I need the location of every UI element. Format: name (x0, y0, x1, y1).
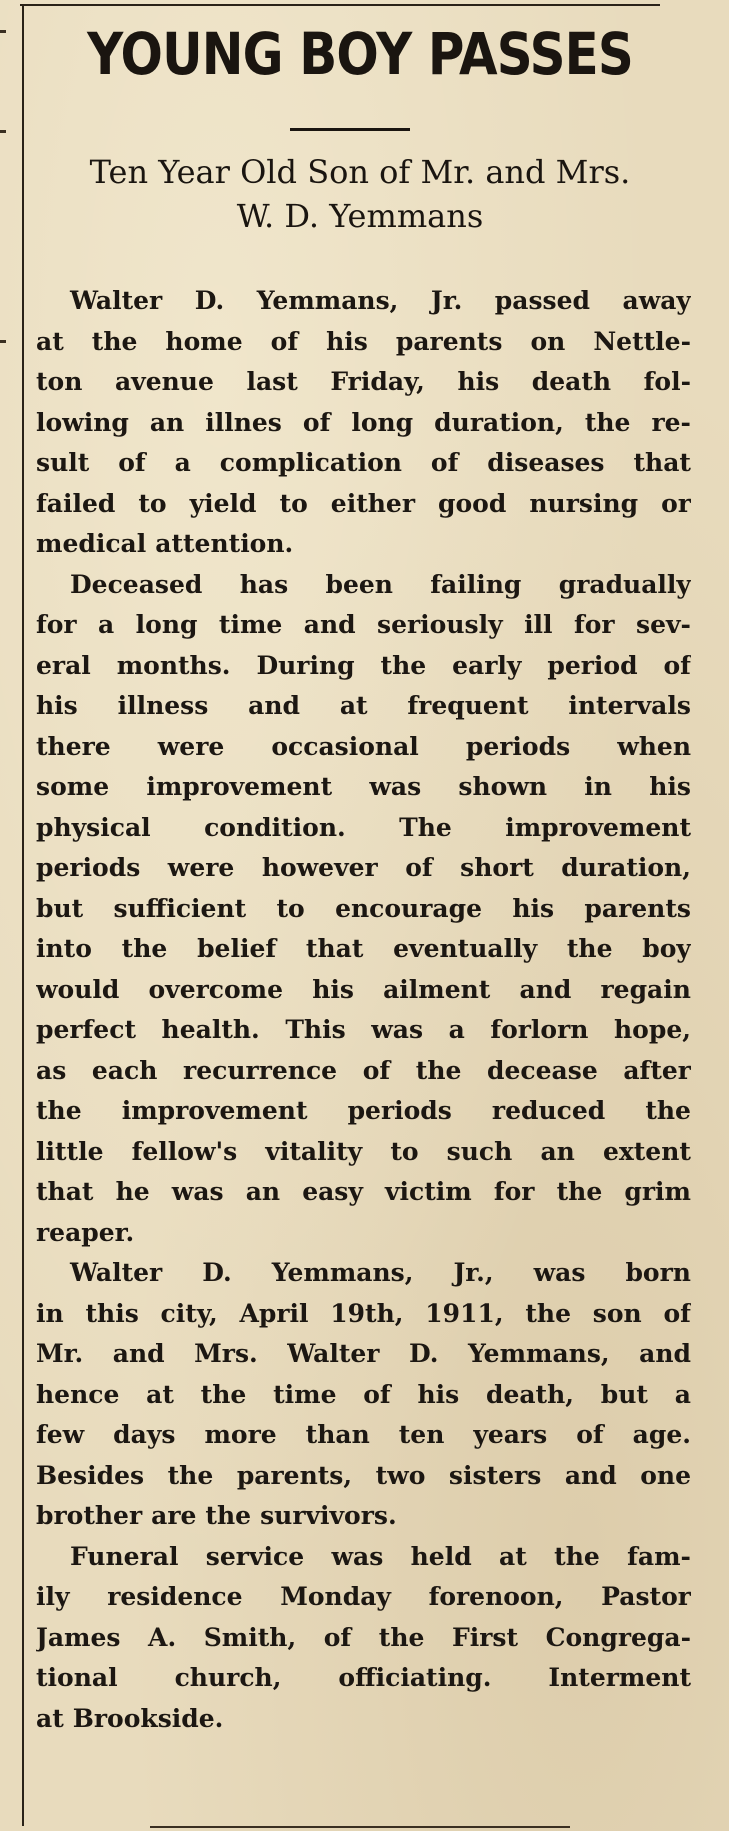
word: few (36, 1420, 85, 1449)
word: into (36, 934, 92, 963)
text-line (36, 727, 691, 768)
word: been (325, 569, 393, 599)
word: of (576, 1420, 604, 1449)
word: of (362, 1055, 391, 1085)
word: of (663, 1298, 691, 1328)
text-line (36, 929, 691, 970)
word: early (452, 650, 522, 680)
word: and (303, 610, 356, 639)
word: Jr. (430, 286, 463, 315)
subheadline-line: W. D. Yemmans (236, 197, 484, 235)
word: improvement (505, 812, 691, 842)
word: hope, (613, 1015, 691, 1044)
word: months. (116, 650, 231, 680)
word: of (118, 448, 146, 477)
word: Brookside. (72, 1703, 224, 1733)
word: long (135, 610, 198, 639)
word: health. (161, 1015, 260, 1044)
word: D. (194, 286, 225, 315)
word: easy (302, 1177, 363, 1206)
word: long (351, 407, 414, 437)
word: some (36, 772, 110, 801)
word: of (302, 407, 331, 437)
word: decease (487, 1055, 598, 1085)
text-line (36, 1699, 691, 1740)
word: Nettle- (593, 326, 691, 356)
word: complication (219, 448, 402, 477)
text-line (36, 362, 691, 403)
word: medical (36, 529, 147, 558)
text-line (36, 1051, 691, 1092)
word: such (446, 1136, 513, 1166)
word: at (339, 691, 368, 720)
word: after (623, 1055, 691, 1085)
word: fam- (627, 1541, 691, 1571)
word: belief (197, 934, 277, 963)
word: Yemmans, (467, 1339, 610, 1368)
word: periods (347, 1096, 452, 1125)
word: Friday, (330, 367, 425, 396)
top-rule (20, 4, 660, 6)
subheadline-line: Ten Year Old Son of Mr. and Mrs. (89, 153, 631, 191)
text-line (36, 1537, 691, 1578)
word: overcome (148, 974, 284, 1004)
word: Funeral (70, 1541, 179, 1571)
word: was (171, 1177, 224, 1206)
word: ten (398, 1420, 445, 1449)
word: his (512, 893, 555, 923)
word: regain (600, 974, 691, 1004)
word: that (305, 934, 364, 963)
text-line (36, 1577, 691, 1618)
text-line (36, 1091, 691, 1132)
word: condition. (204, 812, 346, 842)
subheadline (30, 150, 690, 238)
word: diseases (487, 448, 605, 477)
word: Mrs. (194, 1339, 258, 1368)
word: for (36, 610, 77, 639)
word: in (584, 772, 612, 801)
word: victim (385, 1177, 472, 1206)
paragraph (36, 1537, 691, 1740)
text-line (36, 443, 691, 484)
word: the (205, 1501, 252, 1530)
word: Besides (36, 1460, 145, 1490)
word: little (36, 1136, 104, 1166)
headline-divider (290, 128, 410, 131)
word: his (417, 1379, 460, 1409)
word: nursing (529, 488, 639, 518)
word: last (246, 367, 298, 396)
text-line (36, 970, 691, 1011)
word: home (165, 326, 243, 356)
word: however (261, 853, 378, 882)
word: when (617, 731, 691, 761)
text-line (36, 808, 691, 849)
word: the (554, 1541, 600, 1571)
text-line (36, 1334, 691, 1375)
word: each (91, 1055, 158, 1085)
word: either (330, 488, 416, 518)
bottom-rule (150, 1826, 570, 1828)
text-line (36, 1415, 691, 1456)
word: and (564, 1460, 617, 1490)
word: years (473, 1420, 548, 1449)
word: gradually (558, 569, 691, 599)
word: fellow's (131, 1136, 238, 1166)
word: James (36, 1622, 121, 1652)
word: a (674, 1379, 691, 1409)
word: eral (36, 650, 91, 680)
word: illnes (205, 407, 282, 437)
word: Yemmans, (271, 1258, 414, 1287)
word: officiating. (338, 1663, 492, 1692)
word: improvement (121, 1096, 308, 1125)
text-line (36, 1618, 691, 1659)
word: intervals (568, 691, 691, 720)
word: Walter (70, 1258, 163, 1287)
word: passed (494, 286, 591, 315)
word: parents (584, 893, 691, 923)
paragraph (36, 1253, 691, 1537)
word: son (592, 1298, 642, 1328)
word: Deceased (70, 569, 203, 599)
word: or (661, 488, 691, 518)
text-line (36, 848, 691, 889)
word: improvement (146, 772, 333, 801)
word: failed (36, 488, 116, 518)
word: perfect (36, 1015, 136, 1044)
word: the (584, 407, 631, 437)
word: his (36, 691, 78, 720)
text-line (36, 1294, 691, 1335)
word: good (438, 488, 507, 518)
word: the (378, 1622, 425, 1652)
word: Interment (548, 1663, 691, 1692)
word: the (645, 1096, 691, 1125)
word: periods (36, 853, 141, 882)
word: time (218, 610, 283, 639)
word: seriously (377, 610, 503, 639)
word: avenue (114, 367, 214, 396)
word: physical (36, 812, 151, 842)
word: the (415, 1055, 462, 1085)
word: time (273, 1379, 337, 1409)
word: periods (465, 731, 571, 761)
word: was (533, 1258, 586, 1287)
word: service (205, 1541, 305, 1571)
word: of (663, 650, 691, 680)
word: D. (408, 1339, 439, 1368)
text-line (36, 1213, 691, 1254)
word: were (157, 731, 225, 761)
word: of (363, 1379, 391, 1409)
word: Monday (280, 1582, 391, 1611)
word: to (279, 488, 308, 518)
word: D. (202, 1258, 232, 1287)
word: and (639, 1339, 691, 1368)
word: ill (524, 610, 553, 639)
word: has (239, 569, 289, 599)
word: sev- (636, 610, 691, 639)
word: A. (148, 1622, 177, 1652)
word: he (115, 1177, 150, 1206)
word: the (121, 934, 168, 963)
word: would (36, 974, 120, 1004)
word: parents (395, 326, 503, 356)
word: at (499, 1541, 527, 1571)
word: occasional (271, 731, 419, 761)
text-line (36, 1496, 691, 1537)
word: reduced (491, 1096, 606, 1125)
word: duration, (434, 407, 564, 437)
word: born (625, 1258, 691, 1287)
word: a (174, 448, 191, 477)
word: the (200, 1379, 247, 1409)
word: eventually (393, 934, 538, 963)
text-line (36, 565, 691, 606)
word: to (390, 1136, 419, 1166)
paragraph (36, 565, 691, 1254)
word: The (399, 812, 452, 842)
word: Mr. (36, 1339, 84, 1368)
text-line (36, 1172, 691, 1213)
word: boy (642, 934, 691, 963)
word: as (36, 1055, 67, 1085)
word: death, (485, 1379, 574, 1409)
word: there (36, 731, 111, 761)
word: the (525, 1298, 571, 1328)
edge-mark (0, 130, 6, 133)
word: city, (160, 1298, 218, 1328)
word: Yemmans, (256, 286, 399, 315)
text-line (36, 1658, 691, 1699)
word: the (380, 650, 427, 680)
word: hence (36, 1379, 120, 1409)
word: encourage (335, 893, 482, 923)
word: days (113, 1420, 176, 1449)
word: Smith, (203, 1622, 297, 1652)
word: forenoon, (428, 1582, 564, 1611)
article-body (36, 281, 691, 1739)
word: of (270, 326, 299, 356)
word: more (204, 1420, 277, 1449)
word: Walter (70, 286, 163, 315)
text-line (36, 322, 691, 363)
word: frequent (407, 691, 529, 720)
word: duration, (561, 853, 691, 882)
text-line (36, 646, 691, 687)
word: than (305, 1420, 370, 1449)
word: his (312, 974, 354, 1004)
word: sult (36, 448, 90, 477)
word: Walter (287, 1339, 380, 1368)
word: the (36, 1096, 82, 1125)
word: failing (430, 569, 522, 599)
word: but (600, 1379, 648, 1409)
word: away (622, 286, 691, 315)
word: were (167, 853, 235, 882)
word: forlorn (490, 1015, 589, 1044)
word: one (640, 1460, 691, 1490)
text-line (36, 605, 691, 646)
word: and (248, 691, 300, 720)
word: attention. (155, 529, 294, 558)
word: 19th, (330, 1298, 404, 1328)
word: age. (632, 1420, 691, 1449)
word: recurrence (183, 1055, 338, 1085)
word: the (167, 1460, 214, 1490)
word: church, (174, 1663, 282, 1692)
word: his (326, 326, 368, 356)
word: his (649, 772, 691, 801)
word: This (285, 1015, 346, 1044)
word: was (369, 772, 422, 801)
word: an (245, 1177, 281, 1206)
text-line (36, 1253, 691, 1294)
word: First (451, 1622, 519, 1652)
word: and (519, 974, 572, 1004)
text-line (36, 1375, 691, 1416)
word: this (85, 1298, 139, 1328)
word: his (457, 367, 500, 396)
word: held (410, 1541, 472, 1571)
headline: YOUNG BOY PASSES (87, 20, 633, 88)
word: and (112, 1339, 165, 1368)
word: that (633, 448, 691, 477)
word: of (405, 853, 433, 882)
word: lowing (36, 407, 129, 437)
column-rule (22, 6, 24, 1826)
text-line (36, 1456, 691, 1497)
word: but (36, 893, 84, 923)
word: brother (36, 1501, 143, 1530)
word: re- (651, 407, 691, 437)
word: are (151, 1501, 197, 1530)
text-line (36, 889, 691, 930)
word: for (493, 1177, 535, 1206)
word: at (36, 326, 64, 356)
word: two (375, 1460, 426, 1490)
word: reaper. (36, 1217, 135, 1247)
word: the (566, 934, 613, 963)
word: shown (458, 772, 548, 801)
word: tional (36, 1663, 118, 1692)
text-line (36, 524, 691, 565)
word: fol- (643, 367, 691, 396)
word: a (448, 1015, 465, 1044)
text-line (36, 403, 691, 444)
word: an (149, 407, 185, 437)
edge-mark (0, 30, 6, 33)
word: of (323, 1622, 352, 1652)
word: illness (117, 691, 209, 720)
word: death (531, 367, 612, 396)
word: Jr., (453, 1258, 494, 1287)
edge-mark (0, 340, 6, 343)
word: extent (602, 1136, 691, 1166)
word: the (556, 1177, 603, 1206)
text-line (36, 1132, 691, 1173)
word: to (138, 488, 167, 518)
word: an (540, 1136, 575, 1166)
word: period (547, 650, 638, 680)
word: to (276, 893, 305, 923)
text-line (36, 484, 691, 525)
paragraph (36, 281, 691, 565)
word: Congrega- (545, 1622, 691, 1652)
word: at (36, 1703, 64, 1733)
word: on (530, 326, 566, 356)
text-line (36, 281, 691, 322)
word: sufficient (113, 893, 247, 923)
word: sisters (448, 1460, 542, 1490)
word: ily (36, 1582, 70, 1611)
word: in (36, 1298, 64, 1328)
word: was (371, 1015, 424, 1044)
text-line (36, 686, 691, 727)
word: grim (624, 1177, 691, 1206)
word: vitality (265, 1136, 363, 1166)
word: of (430, 448, 459, 477)
word: April (239, 1298, 309, 1328)
word: 1911, (425, 1298, 504, 1328)
word: that (36, 1177, 94, 1206)
word: Pastor (601, 1582, 691, 1611)
word: ailment (383, 974, 491, 1004)
word: yield (189, 488, 257, 518)
word: ton (36, 367, 83, 396)
word: was (331, 1541, 384, 1571)
word: for (573, 610, 615, 639)
word: residence (107, 1582, 243, 1611)
word: parents, (236, 1460, 353, 1490)
word: a (98, 610, 115, 639)
word: survivors. (260, 1501, 397, 1530)
word: short (460, 853, 534, 882)
text-line (36, 767, 691, 808)
word: During (256, 650, 355, 680)
text-line (36, 1010, 691, 1051)
word: at (146, 1379, 174, 1409)
word: the (91, 326, 138, 356)
